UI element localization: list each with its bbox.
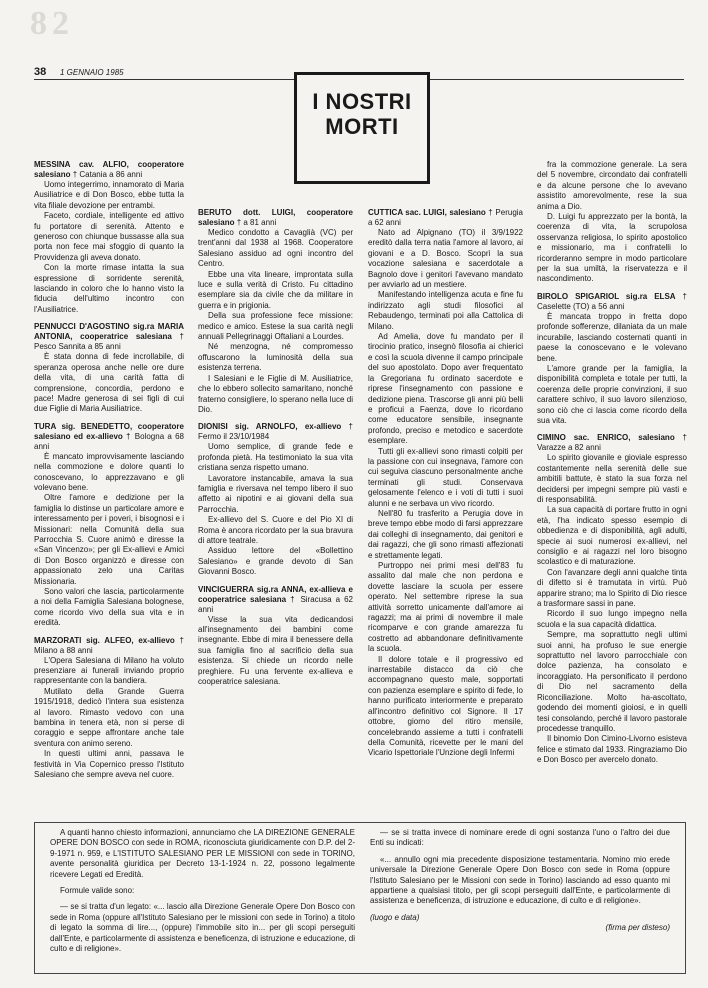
obituary-paragraph: L'amore grande per la famiglia, la disponibilità completa e totale per tutti, la coerenza delle proprie convinzioni, il suo carattere schivo, il suo lavoro silenzioso, sono ciò che ci lascia come ricordo della sua vita. bbox=[537, 363, 687, 425]
obituary-paragraph: È stata donna di fede incrollabile, di speranza operosa anche nelle ore dure della vita, di una carità fatta di comprensione, concordia, perdono e pace! Madre generosa di sei figli di cui due Figlie di Maria Ausiliatrice. bbox=[34, 352, 184, 414]
obituary-place: † Milano a 88 anni bbox=[34, 635, 184, 655]
notice-paragraph: Formule valide sono: bbox=[60, 886, 135, 896]
obituary-name: MESSINA cav. ALFIO, cooperatore salesiano bbox=[34, 160, 184, 179]
obituary-paragraph: Mutilato della Grande Guerra 1915/1918, dedicò l'intera sua esistenza al lavoro. Rimasto vedovo con una bambina in tenera età, non si perse di coraggio e seppe affrontare anche tale sventura con animo sereno. bbox=[34, 686, 184, 748]
obituary-paragraph: Ricordo il suo lungo impegno nella scuola e la sua capacità didattica. bbox=[537, 609, 687, 629]
obituary-entry bbox=[537, 292, 687, 426]
obituary-entry bbox=[368, 208, 523, 759]
obituary-place: † Varazze a 82 anni bbox=[537, 433, 687, 453]
obituary-paragraph: In questi ultimi anni, passava le festività in Via Copernico presso l'Istituto Salesiano che sempre aveva nel cuore. bbox=[34, 749, 184, 780]
obituary-paragraph: Sempre, ma soprattutto negli ultimi suoi anni, ha profuso le sue energie soprattutto nel lavoro parrocchiale con dolce pazienza, ha consolato e incoraggiato. Ha personificato il perdono di Dio nel sacramento della Riconciliazione. Molto ha-ascoltato, godendo dei momenti gioiosi, e in quelli tesi consolando, perché il lavoro pastorale procedesse tranquillo. bbox=[537, 630, 687, 733]
obituary-paragraph: fra la commozione generale. La sera del 5 novembre, circondato dai confratelli e da alcune persone che lo avevano assistito amorevolmente, rese la sua anima a Dio. bbox=[537, 160, 687, 211]
notice-paragraph: — se si tratta d'un legato: «... lascio alla Direzione Generale Opere Don Bosco con sede in Roma (oppure all'Istituto Salesiano per le missioni con sede in Torino) a titolo di legato la somma di lire..., (oppure) l'immobile sito in... per gli scopi perseguiti dall'Ente, e particolarmente di assistenza e beneficenza, di istruzione e educazione, di culto e di religione». bbox=[50, 902, 355, 954]
obituary-name: CIMINO sac. ENRICO, salesiano bbox=[537, 433, 675, 443]
obituary-name: TURA sig. BENEDETTO, cooperatore salesiano ed ex-allievo bbox=[34, 421, 184, 441]
obituary-paragraph: Purtroppo nei primi mesi dell'83 fu assalito dal male che non perdona e dovette lasciare la scuola per essere operato. Nel settembre riprese la sua attività sorretto unicamente dall'amore ai ragazzi; ma ai primi di novembre il male ricomparve e con grande amarezza fu costretto ad abbandonare definitivamente la scuola. bbox=[368, 561, 523, 654]
obituary-paragraph: Lo spirito giovanile e gioviale espresso costantemente nella serenità delle sue ambitili battute, è stato la sua forza nel decidersi per impegni sempre più vasti e di responsabilità. bbox=[537, 453, 687, 504]
obituary-name: BIROLO SPIGARIOL sig.ra ELSA bbox=[537, 291, 676, 301]
obituary-name: DIONISI sig. ARNOLFO, ex-allievo bbox=[198, 422, 342, 432]
obituary-paragraph: Ad Amelia, dove fu mandato per il tirocinio pratico, insegnò filosofia ai chierici e così la scuola divenne il campo principale del suo apostolato. Dopo aver frequentato la Gregoriana fu ordinato sacerdote e riprese l'insegnamento con passione e dedizione piena. Trascorse gli anni più belli e proficui a Faenza, dove lo ricordano come educatore sensibile, insegnante profondo, preciso e metodico e sacerdote esemplare. bbox=[368, 332, 523, 446]
notice-paragraph: — se si tratta invece di nominare erede di ogni sostanza l'uno o l'altro dei due Enti su indicati: bbox=[370, 828, 670, 848]
obituary-name: CUTTICA sac. LUIGI, salesiano bbox=[368, 208, 486, 217]
page-date: 1 GENNAIO 1985 bbox=[60, 68, 124, 77]
obituary-paragraph: Sono valori che lascia, particolarmente a noi della Famiglia Salesiana bolognese, come ricordo vivo della sua vita e in eredità. bbox=[34, 587, 184, 628]
obituary-entry bbox=[198, 422, 353, 577]
obituary-paragraph: Lavoratore instancabile, amava la sua famiglia e riversava nel tempo libero il suo affetto ai nipotini e ai giovani della sua Parrocchia. bbox=[198, 473, 353, 514]
notice-paragraph: «... annullo ogni mia precedente disposizione testamentaria. Nomino mio erede universale la Direzione Generale Opere Don Bosco con sede in Roma (oppure l'Istituto Salesiano per le Missioni con sede in Torino) lasciando ad esso quanto mi appartiene a qualsiasi titolo, per gli scopi perseguiti dall'Ente, e particolarmente di assistenza e beneficenza, di istruzione e educazione, di culto e di religione». bbox=[370, 854, 670, 906]
obituary-place: † Catania a 86 anni bbox=[72, 170, 143, 179]
obituary-paragraph: I Salesiani e le Figlie di M. Ausiliatrice, che lo ebbero sollecito samaritano, nonché fraterno consigliere, lo sperano nella luce di Dio. bbox=[198, 373, 353, 414]
page-number: 38 bbox=[34, 66, 47, 78]
notice-paragraph: A quanti hanno chiesto informazioni, annunciamo che LA DIREZIONE GENERALE OPERE DON BOSCO con sede in ROMA, riconosciuta giuridicamente con D.P. del 2-9-1971 n. 959, e L'ISTITUTO SALESIANO PER LE MISSIONI con sede in TORINO, avente personalità giuridica per Decreto 13-1-1924 n. 22, possono legalmente ricevere Legati ed Eredità. bbox=[50, 828, 355, 879]
obituary-paragraph: Manifestando intelligenza acuta e fine fu indirizzato agli studi filosofici al Rebaudengo, terminati poi alla Cattolica di Milano. bbox=[368, 290, 523, 331]
obituary-paragraph: Tutti gli ex-allievi sono rimasti colpiti per la passione con cui insegnava, l'amore con cui seguiva ciascuno personalmente anche terminati gli studi. Conservava gelosamente l'elenco e i voti di tutti i suoi alunni e ne serbava un vivo ricordo. bbox=[368, 446, 523, 508]
obituary-entry bbox=[198, 585, 353, 688]
obituary-place: † Perugia a 62 anni bbox=[368, 208, 523, 227]
obituary-paragraph: Il binomio Don Cimino-Livorno esisteva felice e stimato dal 1933. Ringraziamo Dio e Don Bosco per avercelo donato. bbox=[537, 734, 687, 765]
column-3 bbox=[368, 208, 523, 766]
obituary-entry bbox=[198, 208, 353, 415]
svg-text:8: 8 bbox=[30, 5, 47, 42]
column-1 bbox=[34, 160, 184, 788]
obituary-entry bbox=[34, 160, 184, 315]
obituary-entry bbox=[34, 636, 184, 781]
svg-text:2: 2 bbox=[52, 5, 69, 42]
notice-place-date: (luogo e data) bbox=[370, 912, 420, 922]
obituary-paragraph: Faceto, cordiale, intelligente ed attivo fu portatore di serenità. Attento e generoso con chiunque bussasse alla sua porta non fece mai sfoggio di quanto la Provvidenza gli aveva donato. bbox=[34, 211, 184, 262]
obituary-paragraph: Uomo semplice, di grande fede e profonda pietà. Ha testimoniato la sua vita cristiana senza rispetto umano. bbox=[198, 442, 353, 473]
title-line-2: MORTI bbox=[325, 114, 399, 139]
obituary-paragraph: Oltre l'amore e dedizione per la famiglia lo distinse un particolare amore e interessamento per i poveri, i bisognosi e i Missionari: nella Comunità della sua Parrocchia S. Cuore animò e diresse la «San Vincenzo»; per gli Ex-allievi e Amici di Don Bosco organizzò e diresse con appassionato zelo una Caritas Missionaria. bbox=[34, 493, 184, 586]
notice-left-column bbox=[50, 828, 355, 960]
obituary-place: † Caselette (TO) a 56 anni bbox=[537, 291, 687, 311]
section-title-box bbox=[294, 72, 430, 184]
notice-signature: (firma per disteso) bbox=[605, 923, 670, 933]
obituary-paragraph: D. Luigi fu apprezzato per la bontà, la coerenza di vita, la scrupolosa osservanza religiosa, lo spirito apostolico e missionario, ma i confratelli lo ricorderanno sempre in modo particolare per la sua umiltà, la riservatezza e il nascondimento. bbox=[537, 212, 687, 284]
obituary-paragraph: Con la morte rimase intatta la sua espressione di sorridente serenità, lasciando in coloro che lo hanno visto la fiducia dell'ultimo incontro con l'Ausiliatrice. bbox=[34, 263, 184, 314]
obituary-entry bbox=[537, 160, 687, 285]
title-line-1: I NOSTRI bbox=[312, 89, 412, 114]
obituary-place: † Fermo il 23/10/1984 bbox=[198, 422, 353, 442]
notice-right-column bbox=[370, 828, 670, 934]
obituary-paragraph: È mancata troppo in fretta dopo profonde sofferenze, dilaniata da un male incurabile, lasciando costernati quanti in paese la conoscevano e le volevano bene. bbox=[537, 311, 687, 363]
obituary-paragraph: Ex-allievo del S. Cuore e del Pio XI di Roma è ancora ricordato per la sua bravura di attore teatrale. bbox=[198, 515, 353, 545]
obituary-name: VINCIGUERRA sig.ra ANNA, ex-allieva e cooperatrice salesiana bbox=[198, 584, 353, 604]
obituary-place: † Pesco Sannita a 85 anni bbox=[34, 332, 184, 352]
obituary-place: † Bologna a 68 anni bbox=[34, 431, 184, 451]
obituary-name: PENNUCCI D'AGOSTINO sig.ra MARIA ANTONIA, cooperatrice salesiana bbox=[34, 322, 184, 342]
watermark-logo bbox=[26, 4, 86, 44]
obituary-paragraph: È mancato improvvisamente lasciando nella commozione e dolore quanti lo conoscevano, lo apprezzavano e gli volevano bene. bbox=[34, 451, 184, 492]
obituary-paragraph: Nell'80 fu trasferito a Perugia dove in breve tempo ebbe modo di farsi apprezzare dai colleghi di insegnamento, dai genitori e dai ragazzi, che gli sono rimasti affezionati e strettamente legati. bbox=[368, 508, 523, 560]
obituary-paragraph: Visse la sua vita dedicandosi all'insegnamento dei bambini come insegnante. Ebbe di mira il benessere della sua famiglia fino al sacrificio della sua esistenza. Si chiede un ricordo nelle preghiere. Fu una fervente ex-allieva e cooperatrice salesiana. bbox=[198, 614, 353, 687]
obituary-paragraph: Né menzogna, né compromesso offuscarono la luminosità della sua esistenza terrena. bbox=[198, 342, 353, 373]
obituary-paragraph: Con l'avanzare degli anni qualche tinta di difetto si è tramutata in virtù. Può apparire strano; ma lo Spirito di Dio riesce a trasformare sassi in pane. bbox=[537, 567, 687, 609]
obituary-entry bbox=[537, 433, 687, 765]
obituary-paragraph: Medico condotto a Cavaglià (VC) per trent'anni dal 1938 al 1968. Cooperatore Salesiano assiduo ad ogni incontro del Centro. bbox=[198, 228, 353, 269]
column-2 bbox=[198, 208, 353, 694]
obituary-paragraph: Della sua professione fece missione: medico e amico. Estese la sua carità negli annuali Pellegrinaggi Oftaliani a Lourdes. bbox=[198, 311, 353, 342]
obituary-name: MARZORATI sig. ALFEO, ex-allievo bbox=[34, 635, 175, 645]
obituary-paragraph: Nato ad Alpignano (TO) il 3/9/1922 ereditò dalla terra natia l'amore al lavoro, ai giovani e a D. Bosco. Scoprì la sua vocazione salesiana e sacerdotale a Bagnolo dove i genitori l'avevano mandato per avviarlo ad un mestiere. bbox=[368, 228, 523, 290]
obituary-paragraph: L'Opera Salesiana di Milano ha voluto presenziare ai funerali inviando proprio rappresentante con la bandiera. bbox=[34, 655, 184, 686]
obituary-paragraph: Uomo integerrimo, innamorato di Maria Ausiliatrice e di Don Bosco, ebbe tutta la vita filiale devozione per entrambi. bbox=[34, 180, 184, 210]
obituary-paragraph: Il dolore totale e il progressivo ed inarrestabile distacco da ciò che accompagnano questo male, sopportati con pazienza esemplare e spirito di fede, lo hanno purificato interiormente e preparato all'incontro definitivo col Signore. Il 17 ottobre, giorno del ritiro mensile, concelebrando assieme a tutti i confratelli della Comunità, ricevette per le mani del Vicario Ispettoriale l'Unzione degli Infermi bbox=[368, 654, 523, 758]
obituary-paragraph: La sua capacità di portare frutto in ogni età, l'ha indicato spesso esempio di obbedienza e di disponibilità, agli adulti, specie ai suoi numerosi ex-allievi, nel consiglio e ai ragazzi nel loro bisogno scolastico e di maturazione. bbox=[537, 505, 687, 567]
obituary-entry bbox=[34, 422, 184, 629]
obituary-place: † a 81 anni bbox=[236, 218, 277, 227]
obituary-paragraph: Assiduo lettore del «Bollettino Salesiano» e grande devoto di San Giovanni Bosco. bbox=[198, 546, 353, 577]
obituary-entry bbox=[34, 322, 184, 414]
obituary-place: † Siracusa a 62 anni bbox=[198, 594, 353, 614]
obituary-paragraph: Ebbe una vita lineare, improntata sulla luce e sulla verità di Cristo. Fu cittadino esemplare sia da civile che da militare in guerra e in prigionia. bbox=[198, 269, 353, 310]
column-4 bbox=[537, 160, 687, 773]
obituary-name: BERUTO dott. LUIGI, cooperatore salesiano bbox=[198, 208, 353, 227]
